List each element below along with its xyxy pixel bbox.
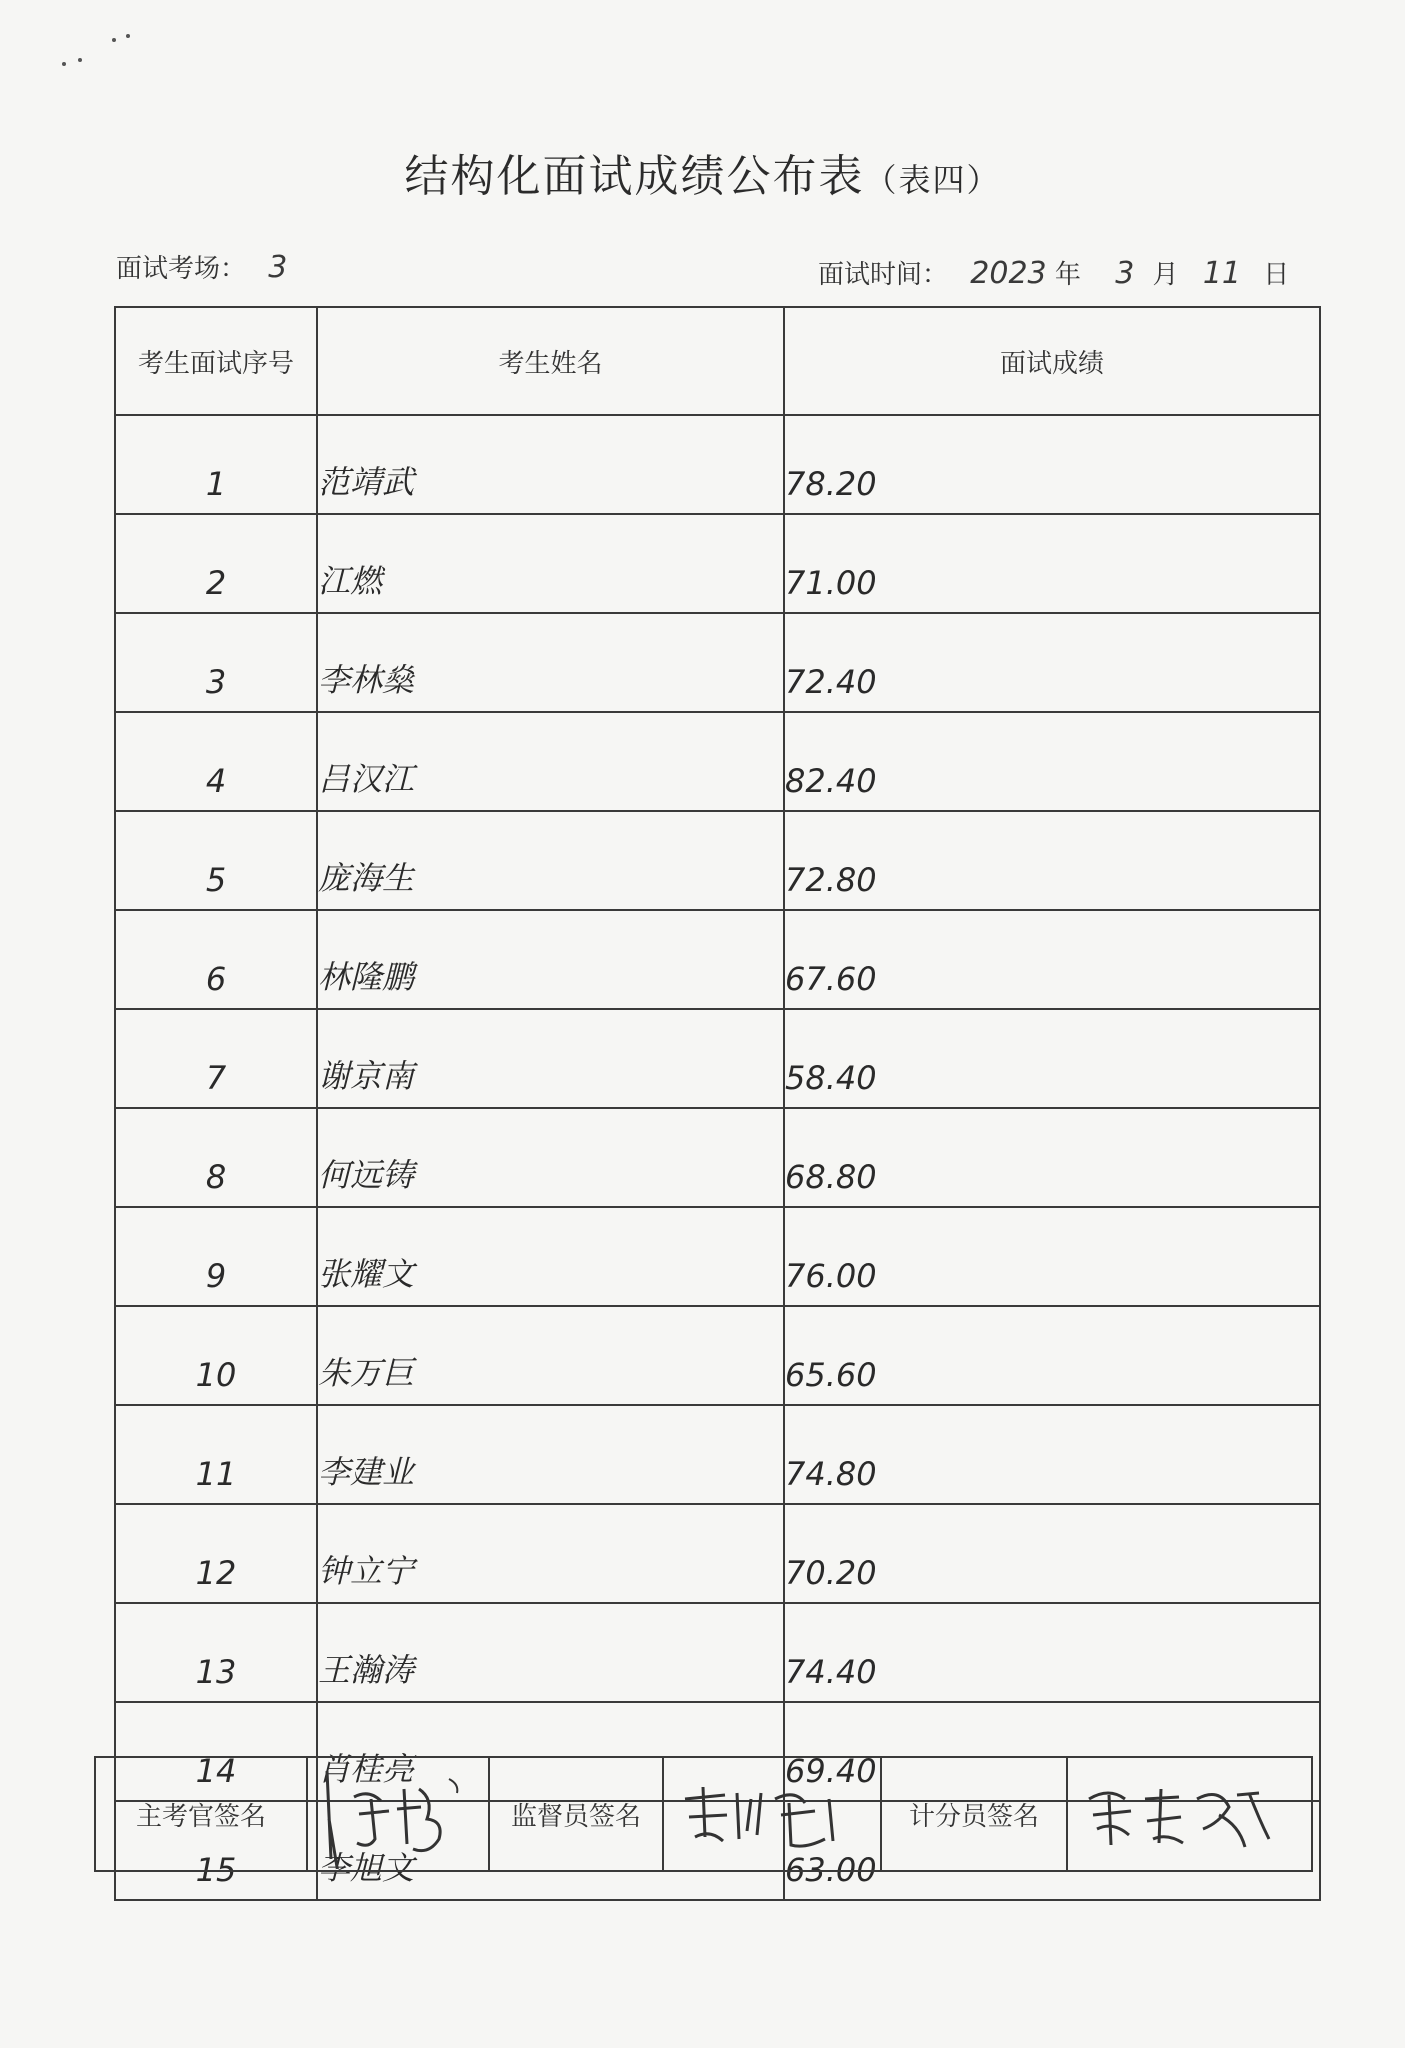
row-name: 范靖武 [317,415,784,514]
table-row [115,910,1320,1009]
examiner-signature [307,1757,489,1871]
row-score: 68.80 [784,1108,1320,1207]
header-score: 面试成绩 [784,307,1320,415]
row-score: 70.20 [784,1504,1320,1603]
venue-value: 3 [268,250,288,285]
table-row [115,1603,1320,1702]
table-row [115,613,1320,712]
row-seq: 11 [115,1405,317,1504]
date-line [818,254,1289,291]
row-seq: 12 [115,1504,317,1603]
row-seq: 8 [115,1108,317,1207]
row-score: 65.60 [784,1306,1320,1405]
supervisor-label: 监督员签名 [489,1757,663,1871]
date-month: 3 [1115,256,1135,291]
row-name: 李林燊 [317,613,784,712]
examiner-label: 主考官签名 [95,1757,307,1871]
row-seq: 9 [115,1207,317,1306]
row-score: 63.00 [784,1801,1320,1900]
row-seq: 6 [115,910,317,1009]
scan-speck [78,58,82,62]
page-title [0,140,1405,204]
date-year: 2023 [970,256,1047,291]
row-score: 72.80 [784,811,1320,910]
row-name: 李旭文 [317,1801,784,1900]
row-seq: 2 [115,514,317,613]
table-header-row [115,307,1320,415]
row-seq: 14 [115,1702,317,1801]
row-score: 72.40 [784,613,1320,712]
date-label: 面试时间： [818,260,949,290]
table-row [115,1504,1320,1603]
row-score: 58.40 [784,1009,1320,1108]
row-name: 何远铸 [317,1108,784,1207]
row-name: 谢京南 [317,1009,784,1108]
venue-line [116,248,287,285]
row-score: 74.40 [784,1603,1320,1702]
row-name: 肖桂亮 [317,1702,784,1801]
table-row [115,712,1320,811]
table-row [115,1108,1320,1207]
table-row [115,811,1320,910]
date-year-unit: 年 [1054,260,1081,290]
date-day: 11 [1202,256,1242,291]
table-row [115,1009,1320,1108]
row-name: 钟立宁 [317,1504,784,1603]
title-suffix: （表四） [864,161,1001,199]
row-score: 76.00 [784,1207,1320,1306]
row-score: 67.60 [784,910,1320,1009]
scan-speck [62,62,66,66]
row-name: 王瀚涛 [317,1603,784,1702]
row-seq: 3 [115,613,317,712]
row-seq: 13 [115,1603,317,1702]
table-row [115,1306,1320,1405]
score-table [114,306,1321,1901]
table-row [115,514,1320,613]
row-name: 吕汉江 [317,712,784,811]
row-seq: 4 [115,712,317,811]
signature-row [95,1757,1312,1871]
header-name: 考生姓名 [317,307,784,415]
header-seq: 考生面试序号 [115,307,317,415]
row-name: 庞海生 [317,811,784,910]
date-day-unit: 日 [1263,260,1290,290]
row-name: 张耀文 [317,1207,784,1306]
row-score: 71.00 [784,514,1320,613]
row-seq: 1 [115,415,317,514]
supervisor-signature [663,1757,881,1871]
row-score: 74.80 [784,1405,1320,1504]
date-month-unit: 月 [1152,260,1179,290]
table-row [115,1207,1320,1306]
scan-speck [126,34,130,38]
row-name: 林隆鹏 [317,910,784,1009]
table-row [115,1405,1320,1504]
row-seq: 5 [115,811,317,910]
venue-label: 面试考场： [116,254,247,284]
row-name: 李建业 [317,1405,784,1504]
row-seq: 7 [115,1009,317,1108]
signature-table [94,1756,1313,1872]
scorer-signature [1067,1757,1312,1871]
row-score: 82.40 [784,712,1320,811]
scorer-label: 计分员签名 [881,1757,1067,1871]
row-score: 69.40 [784,1702,1320,1801]
title-main: 结构化面试成绩公布表 [404,151,865,202]
row-score: 78.20 [784,415,1320,514]
row-seq: 15 [115,1801,317,1900]
row-seq: 10 [115,1306,317,1405]
row-name: 江燃 [317,514,784,613]
scan-speck [112,38,116,42]
row-name: 朱万巨 [317,1306,784,1405]
table-row [115,415,1320,514]
